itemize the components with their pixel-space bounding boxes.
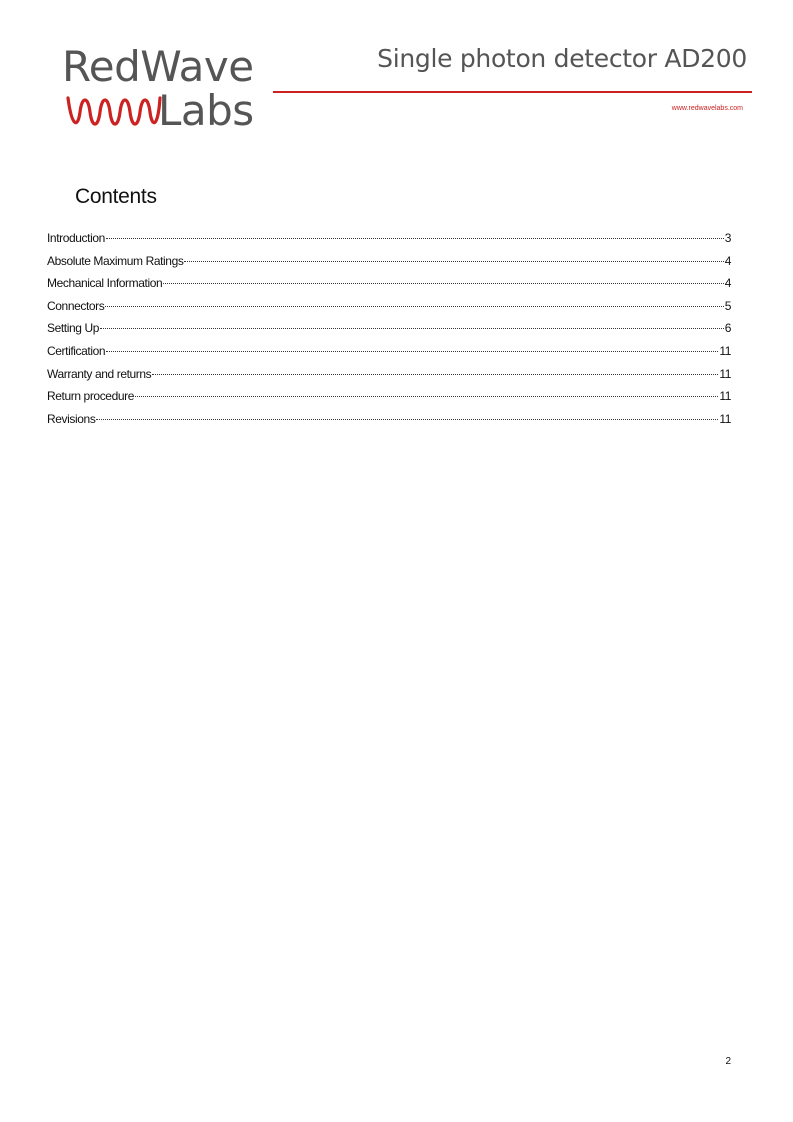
toc-entry-connectors[interactable]	[47, 296, 731, 319]
document-title: Single photon detector AD200	[377, 44, 747, 73]
toc-leader-dots	[100, 328, 724, 329]
toc-entry-label: Certification	[47, 343, 106, 358]
toc-entry-label: Return procedure	[47, 389, 134, 404]
toc-entry-label: Absolute Maximum Ratings	[47, 253, 184, 268]
toc-leader-dots	[106, 351, 718, 352]
toc-entry-label: Revisions	[47, 411, 96, 426]
toc-entry-label: Setting Up	[47, 321, 100, 336]
toc-leader-dots	[106, 238, 724, 239]
page-number: 2	[725, 1056, 731, 1067]
website-link[interactable]: www.redwavelabs.com	[671, 105, 743, 112]
toc-entry-page: 3	[724, 231, 731, 245]
toc-entry-introduction[interactable]	[47, 228, 731, 251]
toc-entry-return-procedure[interactable]	[47, 386, 731, 409]
toc-entry-label: Mechanical Information	[47, 276, 163, 291]
toc-entry-setting-up[interactable]	[47, 318, 731, 341]
toc-entry-page: 4	[724, 253, 731, 268]
toc-leader-dots	[96, 419, 718, 420]
logo-text-labs: Labs	[158, 86, 254, 135]
header-divider	[273, 91, 752, 93]
toc-entry-certification[interactable]	[47, 341, 731, 364]
toc-leader-dots	[135, 396, 718, 397]
toc-entry-label: Warranty and returns	[47, 366, 152, 381]
toc-entry-page: 11	[719, 343, 731, 358]
toc-entry-page: 4	[724, 276, 731, 291]
company-logo	[62, 42, 267, 134]
toc-entry-revisions[interactable]	[47, 409, 731, 432]
toc-entry-page: 11	[719, 366, 731, 381]
toc-leader-dots	[105, 306, 723, 307]
toc-leader-dots	[163, 283, 723, 284]
logo-text-redwave: RedWave	[62, 42, 254, 91]
toc-entry-page: 11	[719, 389, 731, 404]
toc-leader-dots	[184, 261, 723, 262]
logo-wave-icon	[66, 94, 162, 130]
toc-leader-dots	[152, 374, 718, 375]
contents-heading: Contents	[75, 185, 157, 208]
table-of-contents	[47, 228, 731, 431]
toc-entry-warranty-and-returns[interactable]	[47, 364, 731, 387]
toc-entry-page: 6	[724, 321, 731, 336]
toc-entry-mechanical-information[interactable]	[47, 273, 731, 296]
toc-entry-label: Introduction	[47, 231, 105, 245]
toc-entry-page: 5	[724, 298, 731, 313]
toc-entry-page: 11	[719, 411, 731, 426]
toc-entry-absolute-maximum-ratings[interactable]	[47, 251, 731, 274]
toc-entry-label: Connectors	[47, 298, 105, 313]
